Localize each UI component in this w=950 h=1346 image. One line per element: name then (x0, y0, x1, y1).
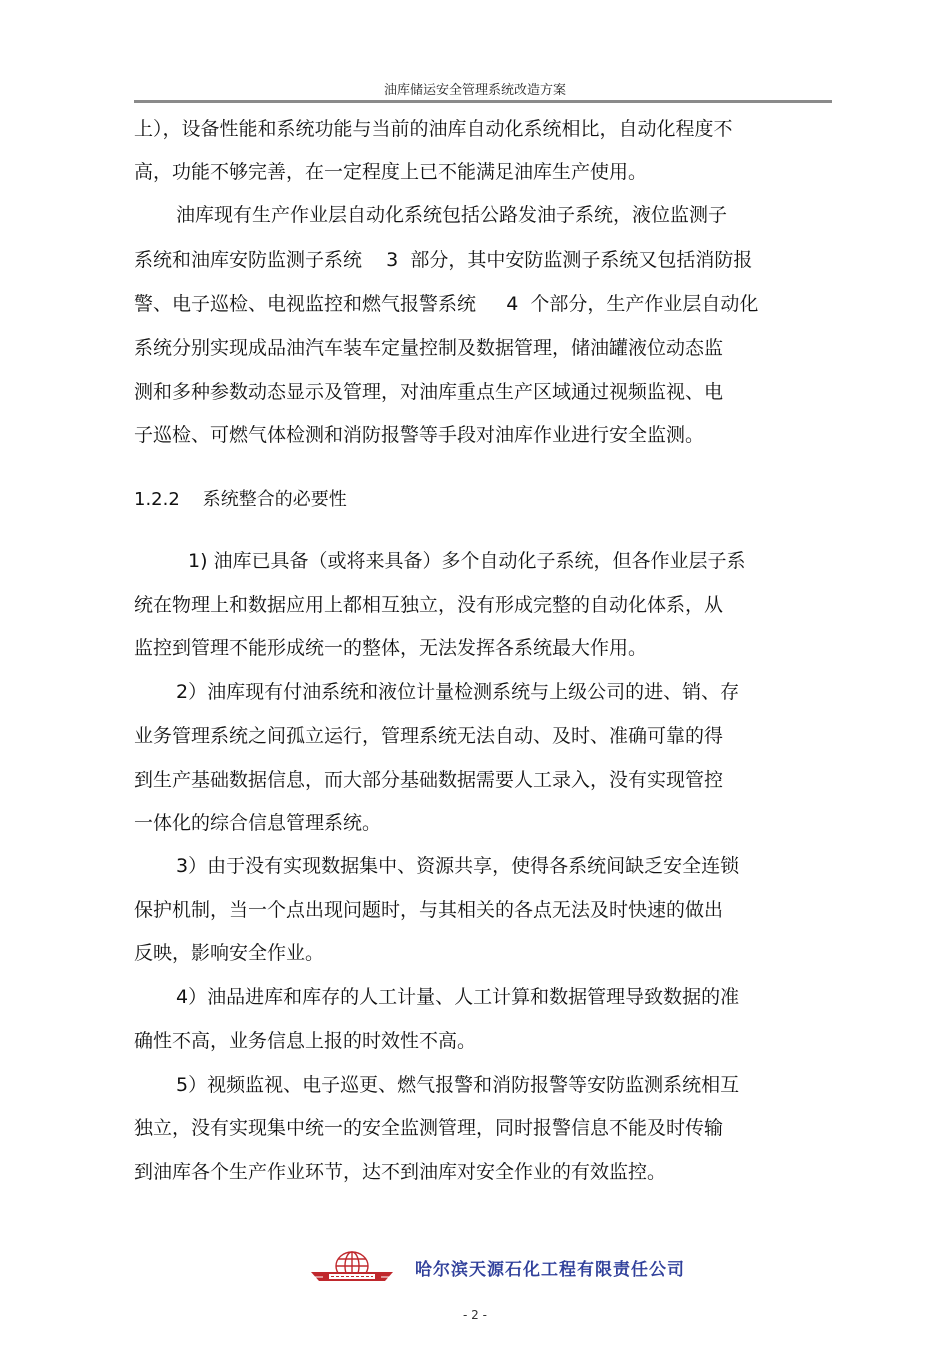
text-line: 油库现有生产作业层自动化系统包括公路发油子系统，液位监测子 (176, 204, 728, 226)
company-logo-icon (309, 1250, 395, 1286)
text-line: 独立，没有实现集中统一的安全监测管理，同时报警信息不能及时传输 (134, 1117, 724, 1139)
text-line: 警、电子巡检、电视监控和燃气报警系统 4 个部分，生产作业层自动化 (134, 293, 759, 315)
text-line: 子巡检、可燃气体检测和消防报警等手段对油库作业进行安全监测。 (134, 424, 705, 446)
header-title: 油库储运安全管理系统改造方案 (383, 83, 566, 98)
section-title: 系统整合的必要性 (202, 489, 347, 510)
section-heading (134, 485, 347, 511)
section-number: 1.2.2 (134, 489, 180, 510)
text-line: 到油库各个生产作业环节，达不到油库对安全作业的有效监控。 (134, 1161, 667, 1183)
header-divider (134, 100, 832, 103)
text-line: 3）由于没有实现数据集中、资源共享，使得各系统间缺乏安全连锁 (176, 855, 740, 877)
text-line: 4）油品进库和库存的人工计量、人工计算和数据管理导致数据的准 (176, 986, 740, 1008)
text-line: 反映，影响安全作业。 (134, 942, 325, 964)
text-line: 保护机制，当一个点出现问题时，与其相关的各点无法及时快速的做出 (134, 899, 724, 921)
text-line: 测和多种参数动态显示及管理，对油库重点生产区域通过视频监视、电 (134, 381, 724, 403)
text-line: 系统分别实现成品油汽车装车定量控制及数据管理，储油罐液位动态监 (134, 337, 724, 359)
text-line: 1) 油库已具备（或将来具备）多个自动化子系统，但各作业层子系 (188, 550, 746, 572)
text-line: 系统和油库安防监测子系统 3 部分，其中安防监测子系统又包括消防报 (134, 249, 753, 271)
page-number: - 2 - (463, 1308, 487, 1322)
text-line: 高，功能不够完善，在一定程度上已不能满足油库生产使用。 (134, 161, 648, 183)
text-line: 确性不高，业务信息上报的时效性不高。 (134, 1030, 477, 1052)
text-line: 2）油库现有付油系统和液位计量检测系统与上级公司的进、销、存 (176, 681, 740, 703)
text-line: 一体化的综合信息管理系统。 (134, 812, 382, 834)
text-line: 业务管理系统之间孤立运行，管理系统无法自动、及时、准确可靠的得 (134, 725, 724, 747)
text-line: 上），设备性能和系统功能与当前的油库自动化系统相比，自动化程度不 (134, 118, 733, 140)
text-line: 监控到管理不能形成统一的整体，无法发挥各系统最大作用。 (134, 637, 648, 659)
text-line: 统在物理上和数据应用上都相互独立，没有形成完整的自动化体系，从 (134, 594, 724, 616)
text-line: 5）视频监视、电子巡更、燃气报警和消防报警等安防监测系统相互 (176, 1074, 740, 1096)
text-line: 到生产基础数据信息，而大部分基础数据需要人工录入，没有实现管控 (134, 769, 724, 791)
company-name: 哈尔滨天源石化工程有限责任公司 (415, 1260, 685, 1280)
